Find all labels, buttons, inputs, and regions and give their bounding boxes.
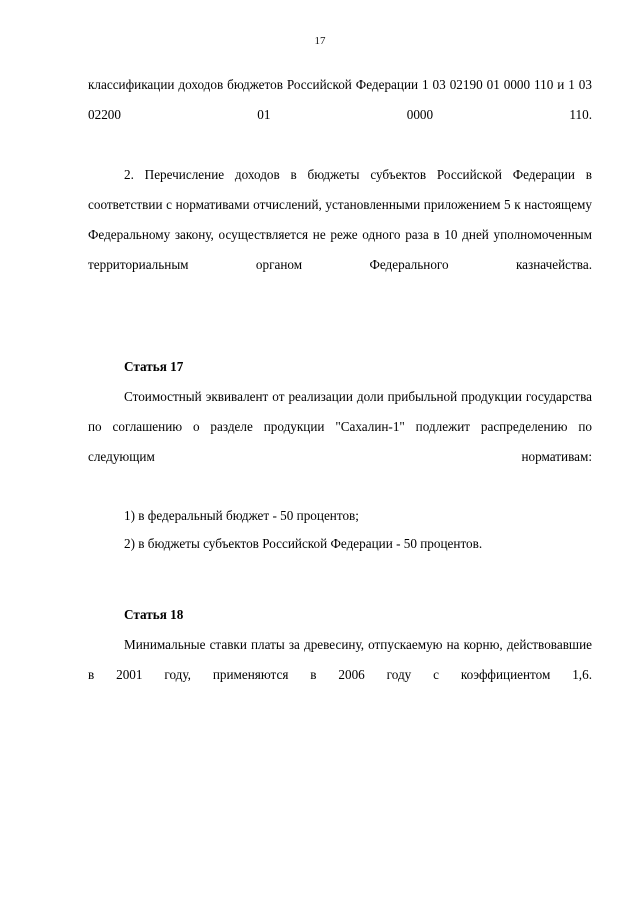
heading-article-18: Статья 18 <box>124 607 184 622</box>
spacer-before-article-18 <box>88 558 592 600</box>
list-item-1: 1) в федеральный бюджет - 50 процентов; <box>124 508 359 523</box>
heading-article-17: Статья 17 <box>124 359 184 374</box>
list-item-2: 2) в бюджеты субъектов Российской Федерации - 50 процентов. <box>124 536 483 551</box>
paragraph-continued: классификации доходов бюджетов Российской Федерации 1 03 02190 01 0000 110 и 1 03 02200 01 0000 110. <box>88 77 592 122</box>
page-number: 17 <box>314 35 326 47</box>
spacer-before-article-17 <box>88 310 592 352</box>
document-body <box>88 70 592 720</box>
paragraph-item-2: 2. Перечисление доходов в бюджеты субъектов Российской Федерации в соответствии с нормативами отчислений, установленными приложением 5 к настоящему Федеральному закону, осуществляется не реже одного раза в 10 дней уполномоченным территориальным органом Федерального казначейства. <box>88 167 592 272</box>
paragraph-article-17-body: Стоимостный эквивалент от реализации доли прибыльной продукции государства по соглашению о разделе продукции "Сахалин-1" подлежит распределению по следующим нормативам: <box>88 389 592 464</box>
paragraph-article-18-body: Минимальные ставки платы за древесину, отпускаемую на корню, действовавшие в 2001 году, применяются в 2006 году с коэффициентом 1,6. <box>88 637 592 682</box>
